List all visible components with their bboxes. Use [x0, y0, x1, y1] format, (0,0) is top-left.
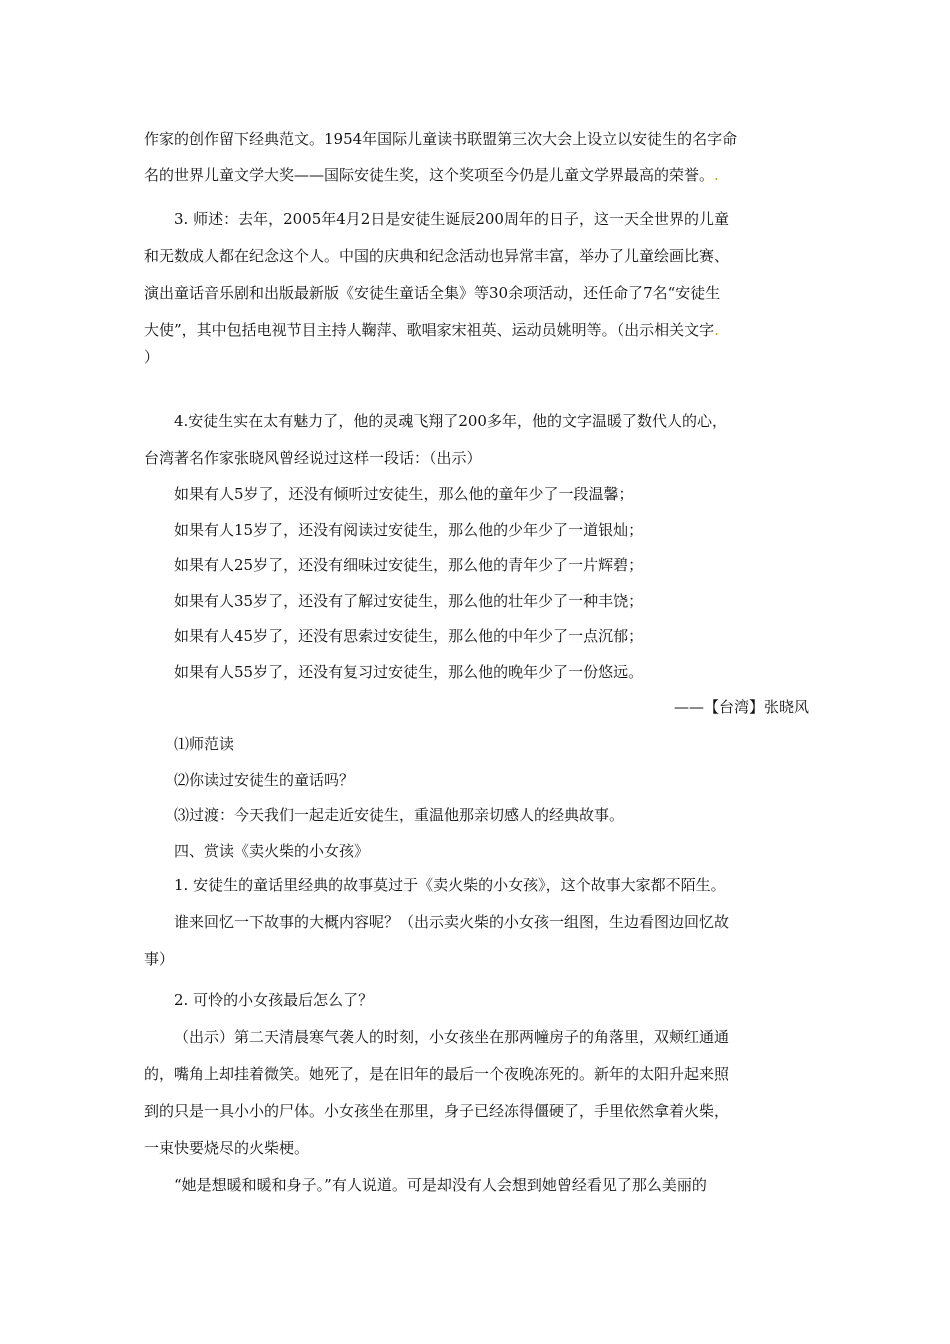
text-line: 2. 可怜的小女孩最后怎么了？: [174, 991, 374, 1009]
section-item-2: [144, 983, 809, 1019]
quote-line: 如果有人55岁了，还没有复习过安徒生，那么他的晚年少了一份悠远。: [174, 662, 644, 681]
quote-line: 如果有人5岁了，还没有倾听过安徒生，那么他的童年少了一段温馨；: [174, 485, 634, 503]
list-item: ⑴师范读: [174, 735, 235, 753]
final-paragraph: [144, 1169, 809, 1201]
text-line: 谁来回忆一下故事的大概内容呢？（出示卖火柴的小女孩一组图，生边看图边回忆故: [174, 913, 730, 931]
section-item-1: [144, 869, 729, 975]
text-line: 到的只是一具小小的尸体。小女孩坐在那里，身子已经冻得僵硬了，手里依然拿着火柴，: [144, 1102, 730, 1120]
quote-block: [144, 477, 809, 726]
quote-line: 如果有人15岁了，还没有阅读过安徒生，那么他的少年少了一道银灿；: [174, 520, 644, 539]
text-line: 一束快要烧尽的火柴梗。: [144, 1139, 310, 1157]
text-line: 大使”，其中包括电视节目主持人鞠萍、歌唱家宋祖英、运动员姚明等。（出示相关文字.: [144, 321, 719, 339]
quote-attribution: ——【台湾】张晓风: [673, 698, 809, 716]
quote-line: 如果有人45岁了，还没有思索过安徒生，那么他的中年少了一点沉郁；: [174, 627, 644, 645]
quote-line: 如果有人35岁了，还没有了解过安徒生，那么他的壮年少了一种丰饶；: [174, 591, 644, 610]
text-line: 和无数成人都在纪念这个人。中国的庆典和纪念活动也异常丰富，举办了儿童绘画比赛、: [144, 247, 730, 265]
text-line: 事）: [144, 950, 175, 968]
quote-line: 如果有人25岁了，还没有细味过安徒生，那么他的青年少了一片辉碧；: [174, 556, 644, 574]
section-heading: 四、赏读《卖火柴的小女孩》: [174, 841, 370, 860]
text-line: 演出童话音乐剧和出版最新版《安徒生童话全集》等30余项活动，还任命了7名“安徒生: [144, 284, 721, 302]
text-line: 4.安徒生实在太有魅力了，他的灵魂飞翔了200多年，他的文字温暖了数代人的心，: [174, 412, 727, 430]
text-line: 3. 师述：去年，2005年4月2日是安徒生诞辰200周年的日子，这一天全世界的儿童: [174, 210, 729, 228]
text-line: 作家的创作留下经典范文。1954年国际儿童读书联盟第三次大会上设立以安徒生的名字命: [144, 130, 738, 148]
text-line: 1. 安徒生的童话里经典的故事莫过于《卖火柴的小女孩》，这个故事大家都不陌生。: [174, 876, 726, 894]
intro-paragraph: [144, 123, 737, 191]
text-line: ）: [144, 348, 160, 366]
paragraph-4: [144, 405, 727, 474]
text-line: （出示）第二天清晨寒气袭人的时刻，小女孩坐在那两幢房子的角落里，双颊红通通: [174, 1028, 730, 1046]
list-item: ⑵你读过安徒生的童话吗？: [174, 770, 355, 789]
paragraph-3: [144, 203, 729, 373]
text-line: 台湾著名作家张晓风曾经说过这样一段话：（出示）: [144, 449, 482, 467]
text-line: “她是想暖和暖和身子。”有人说道。可是却没有人会想到她曾经看见了那么美丽的: [174, 1176, 707, 1194]
list-item: ⑶过渡：今天我们一起走近安徒生，重温他那亲切感人的经典故事。: [174, 806, 625, 824]
excerpt-paragraph: [144, 1021, 729, 1164]
text-line: 的，嘴角上却挂着微笑。她死了，是在旧年的最后一个夜晚冻死的。新年的太阳升起来照: [144, 1065, 730, 1083]
text-line: 名的世界儿童文学大奖——国际安徒生奖，这个奖项至今仍是儿童文学界最高的荣誉。.: [144, 166, 719, 184]
steps-list: [144, 727, 809, 869]
